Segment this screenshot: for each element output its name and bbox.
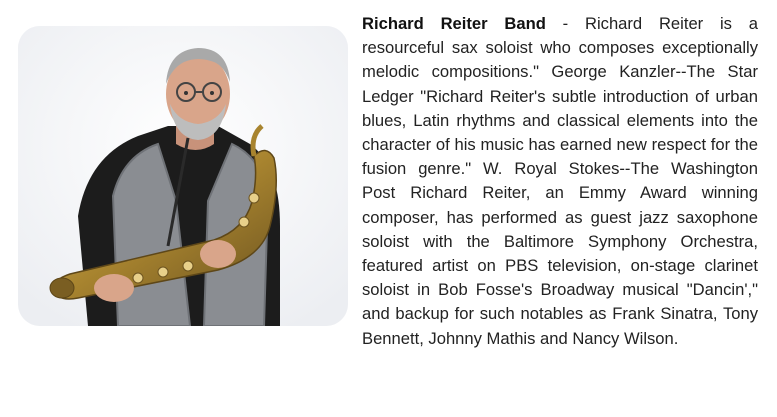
bio-text: Richard Reiter is a resourceful sax soloist who composes exceptionally melodic compositions." George Kanzler--The Star Ledger "Richard Reiter's subtle introduction of urban blues, Latin rhythms and classical elements into the character of his music has earned new respect for the fusion genre." W. Royal Stokes--The Washington Post Richard Reiter, an Emmy Award winning composer, has performed as guest jazz saxophone soloist with the Baltimore Symphony Orchestra, featured artist on PBS television, on-stage clarinet soloist in Bob Fosse's Broadway musical "Dancin'," and backup for such notables as Frank Sinatra, Tony Bennett, Johnny Mathis and Nancy Wilson. — [362, 14, 758, 348]
title-separator: - — [545, 14, 585, 33]
saxophonist-photo-icon — [18, 26, 348, 326]
band-name: Richard Reiter Band — [362, 14, 546, 33]
artist-photo — [18, 26, 348, 326]
artist-bio — [18, 12, 758, 351]
